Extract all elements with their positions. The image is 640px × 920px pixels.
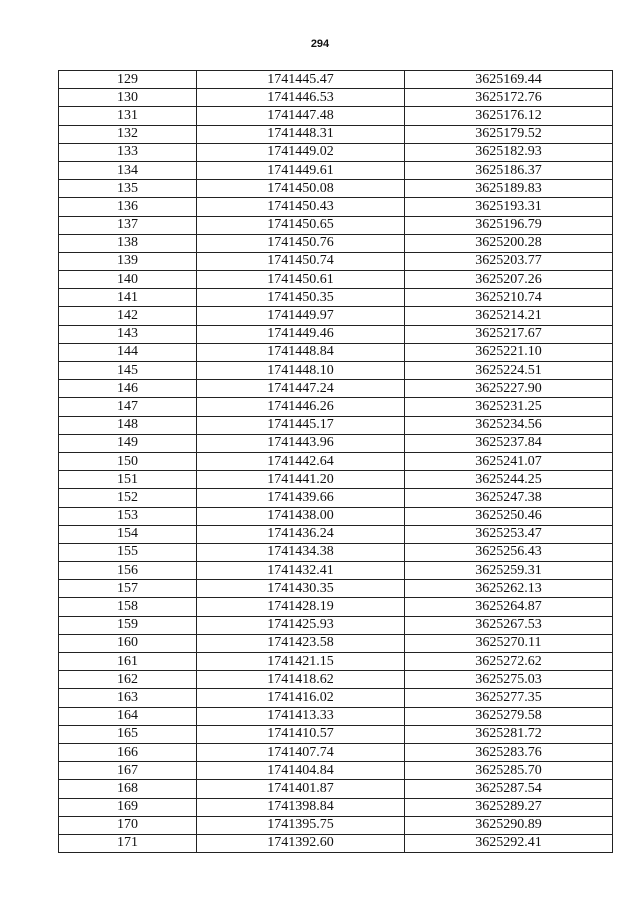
y-coordinate-cell: 3625203.77 bbox=[405, 252, 613, 270]
y-coordinate-cell: 3625200.28 bbox=[405, 234, 613, 252]
x-coordinate-cell: 1741447.24 bbox=[197, 380, 405, 398]
x-coordinate-cell: 1741446.26 bbox=[197, 398, 405, 416]
y-coordinate-cell: 3625186.37 bbox=[405, 161, 613, 179]
point-number-cell: 160 bbox=[59, 634, 197, 652]
table-row bbox=[59, 198, 613, 216]
y-coordinate-cell: 3625193.31 bbox=[405, 198, 613, 216]
point-number-cell: 154 bbox=[59, 525, 197, 543]
y-coordinate-cell: 3625182.93 bbox=[405, 143, 613, 161]
point-number-cell: 165 bbox=[59, 725, 197, 743]
point-number-cell: 163 bbox=[59, 689, 197, 707]
point-number-cell: 140 bbox=[59, 271, 197, 289]
table-row bbox=[59, 616, 613, 634]
table-row bbox=[59, 71, 613, 89]
point-number-cell: 133 bbox=[59, 143, 197, 161]
point-number-cell: 156 bbox=[59, 562, 197, 580]
y-coordinate-cell: 3625169.44 bbox=[405, 71, 613, 89]
table-row bbox=[59, 834, 613, 852]
point-number-cell: 164 bbox=[59, 707, 197, 725]
y-coordinate-cell: 3625196.79 bbox=[405, 216, 613, 234]
x-coordinate-cell: 1741410.57 bbox=[197, 725, 405, 743]
point-number-cell: 152 bbox=[59, 489, 197, 507]
table-row bbox=[59, 234, 613, 252]
x-coordinate-cell: 1741447.48 bbox=[197, 107, 405, 125]
table-row bbox=[59, 525, 613, 543]
x-coordinate-cell: 1741443.96 bbox=[197, 434, 405, 452]
table-row bbox=[59, 107, 613, 125]
y-coordinate-cell: 3625227.90 bbox=[405, 380, 613, 398]
table-row bbox=[59, 143, 613, 161]
point-number-cell: 162 bbox=[59, 671, 197, 689]
x-coordinate-cell: 1741438.00 bbox=[197, 507, 405, 525]
point-number-cell: 148 bbox=[59, 416, 197, 434]
point-number-cell: 143 bbox=[59, 325, 197, 343]
y-coordinate-cell: 3625277.35 bbox=[405, 689, 613, 707]
table-row bbox=[59, 434, 613, 452]
x-coordinate-cell: 1741404.84 bbox=[197, 762, 405, 780]
point-number-cell: 153 bbox=[59, 507, 197, 525]
point-number-cell: 134 bbox=[59, 161, 197, 179]
point-number-cell: 137 bbox=[59, 216, 197, 234]
y-coordinate-cell: 3625253.47 bbox=[405, 525, 613, 543]
table-row bbox=[59, 380, 613, 398]
point-number-cell: 131 bbox=[59, 107, 197, 125]
y-coordinate-cell: 3625207.26 bbox=[405, 271, 613, 289]
y-coordinate-cell: 3625231.25 bbox=[405, 398, 613, 416]
table-row bbox=[59, 89, 613, 107]
point-number-cell: 145 bbox=[59, 362, 197, 380]
y-coordinate-cell: 3625264.87 bbox=[405, 598, 613, 616]
page-number: 294 bbox=[310, 38, 330, 50]
table-row bbox=[59, 798, 613, 816]
table-row bbox=[59, 634, 613, 652]
y-coordinate-cell: 3625287.54 bbox=[405, 780, 613, 798]
y-coordinate-cell: 3625285.70 bbox=[405, 762, 613, 780]
table-row bbox=[59, 362, 613, 380]
y-coordinate-cell: 3625281.72 bbox=[405, 725, 613, 743]
x-coordinate-cell: 1741430.35 bbox=[197, 580, 405, 598]
x-coordinate-cell: 1741407.74 bbox=[197, 743, 405, 761]
x-coordinate-cell: 1741432.41 bbox=[197, 562, 405, 580]
x-coordinate-cell: 1741413.33 bbox=[197, 707, 405, 725]
point-number-cell: 135 bbox=[59, 180, 197, 198]
table-row bbox=[59, 598, 613, 616]
table-row bbox=[59, 307, 613, 325]
table-row bbox=[59, 780, 613, 798]
y-coordinate-cell: 3625210.74 bbox=[405, 289, 613, 307]
table-row bbox=[59, 416, 613, 434]
x-coordinate-cell: 1741446.53 bbox=[197, 89, 405, 107]
y-coordinate-cell: 3625244.25 bbox=[405, 471, 613, 489]
point-number-cell: 142 bbox=[59, 307, 197, 325]
point-number-cell: 136 bbox=[59, 198, 197, 216]
y-coordinate-cell: 3625234.56 bbox=[405, 416, 613, 434]
x-coordinate-cell: 1741392.60 bbox=[197, 834, 405, 852]
point-number-cell: 129 bbox=[59, 71, 197, 89]
x-coordinate-cell: 1741398.84 bbox=[197, 798, 405, 816]
x-coordinate-cell: 1741450.35 bbox=[197, 289, 405, 307]
table-row bbox=[59, 325, 613, 343]
x-coordinate-cell: 1741416.02 bbox=[197, 689, 405, 707]
table-row bbox=[59, 216, 613, 234]
y-coordinate-cell: 3625292.41 bbox=[405, 834, 613, 852]
x-coordinate-cell: 1741441.20 bbox=[197, 471, 405, 489]
x-coordinate-cell: 1741449.97 bbox=[197, 307, 405, 325]
table-row bbox=[59, 252, 613, 270]
table-row bbox=[59, 452, 613, 470]
table-row bbox=[59, 762, 613, 780]
x-coordinate-cell: 1741418.62 bbox=[197, 671, 405, 689]
table-row bbox=[59, 671, 613, 689]
point-number-cell: 144 bbox=[59, 343, 197, 361]
y-coordinate-cell: 3625176.12 bbox=[405, 107, 613, 125]
table-row bbox=[59, 689, 613, 707]
table-row bbox=[59, 271, 613, 289]
x-coordinate-cell: 1741421.15 bbox=[197, 653, 405, 671]
point-number-cell: 157 bbox=[59, 580, 197, 598]
y-coordinate-cell: 3625221.10 bbox=[405, 343, 613, 361]
y-coordinate-cell: 3625172.76 bbox=[405, 89, 613, 107]
table-row bbox=[59, 507, 613, 525]
table-row bbox=[59, 743, 613, 761]
y-coordinate-cell: 3625262.13 bbox=[405, 580, 613, 598]
point-number-cell: 149 bbox=[59, 434, 197, 452]
point-number-cell: 170 bbox=[59, 816, 197, 834]
point-number-cell: 155 bbox=[59, 543, 197, 561]
point-number-cell: 171 bbox=[59, 834, 197, 852]
point-number-cell: 169 bbox=[59, 798, 197, 816]
point-number-cell: 146 bbox=[59, 380, 197, 398]
y-coordinate-cell: 3625289.27 bbox=[405, 798, 613, 816]
point-number-cell: 150 bbox=[59, 452, 197, 470]
y-coordinate-cell: 3625279.58 bbox=[405, 707, 613, 725]
y-coordinate-cell: 3625241.07 bbox=[405, 452, 613, 470]
table-row bbox=[59, 125, 613, 143]
y-coordinate-cell: 3625237.84 bbox=[405, 434, 613, 452]
table-row bbox=[59, 289, 613, 307]
y-coordinate-cell: 3625250.46 bbox=[405, 507, 613, 525]
point-number-cell: 161 bbox=[59, 653, 197, 671]
x-coordinate-cell: 1741434.38 bbox=[197, 543, 405, 561]
y-coordinate-cell: 3625247.38 bbox=[405, 489, 613, 507]
x-coordinate-cell: 1741395.75 bbox=[197, 816, 405, 834]
table-row bbox=[59, 398, 613, 416]
x-coordinate-cell: 1741448.10 bbox=[197, 362, 405, 380]
y-coordinate-cell: 3625214.21 bbox=[405, 307, 613, 325]
x-coordinate-cell: 1741450.08 bbox=[197, 180, 405, 198]
table-row bbox=[59, 489, 613, 507]
x-coordinate-cell: 1741449.02 bbox=[197, 143, 405, 161]
x-coordinate-cell: 1741450.76 bbox=[197, 234, 405, 252]
table-row bbox=[59, 180, 613, 198]
y-coordinate-cell: 3625267.53 bbox=[405, 616, 613, 634]
point-number-cell: 159 bbox=[59, 616, 197, 634]
x-coordinate-cell: 1741448.31 bbox=[197, 125, 405, 143]
coordinate-table-body bbox=[59, 71, 613, 853]
table-row bbox=[59, 543, 613, 561]
x-coordinate-cell: 1741425.93 bbox=[197, 616, 405, 634]
point-number-cell: 168 bbox=[59, 780, 197, 798]
x-coordinate-cell: 1741450.74 bbox=[197, 252, 405, 270]
table-row bbox=[59, 816, 613, 834]
x-coordinate-cell: 1741450.43 bbox=[197, 198, 405, 216]
coordinate-table bbox=[58, 70, 613, 853]
x-coordinate-cell: 1741428.19 bbox=[197, 598, 405, 616]
x-coordinate-cell: 1741445.47 bbox=[197, 71, 405, 89]
y-coordinate-cell: 3625270.11 bbox=[405, 634, 613, 652]
table-row bbox=[59, 343, 613, 361]
point-number-cell: 166 bbox=[59, 743, 197, 761]
table-row bbox=[59, 471, 613, 489]
table-row bbox=[59, 161, 613, 179]
point-number-cell: 141 bbox=[59, 289, 197, 307]
table-row bbox=[59, 562, 613, 580]
x-coordinate-cell: 1741448.84 bbox=[197, 343, 405, 361]
y-coordinate-cell: 3625259.31 bbox=[405, 562, 613, 580]
x-coordinate-cell: 1741439.66 bbox=[197, 489, 405, 507]
x-coordinate-cell: 1741449.46 bbox=[197, 325, 405, 343]
table-row bbox=[59, 707, 613, 725]
point-number-cell: 151 bbox=[59, 471, 197, 489]
y-coordinate-cell: 3625256.43 bbox=[405, 543, 613, 561]
table-row bbox=[59, 653, 613, 671]
y-coordinate-cell: 3625179.52 bbox=[405, 125, 613, 143]
table-row bbox=[59, 580, 613, 598]
x-coordinate-cell: 1741450.65 bbox=[197, 216, 405, 234]
point-number-cell: 138 bbox=[59, 234, 197, 252]
y-coordinate-cell: 3625224.51 bbox=[405, 362, 613, 380]
point-number-cell: 158 bbox=[59, 598, 197, 616]
x-coordinate-cell: 1741445.17 bbox=[197, 416, 405, 434]
x-coordinate-cell: 1741450.61 bbox=[197, 271, 405, 289]
y-coordinate-cell: 3625189.83 bbox=[405, 180, 613, 198]
table-row bbox=[59, 725, 613, 743]
y-coordinate-cell: 3625290.89 bbox=[405, 816, 613, 834]
point-number-cell: 139 bbox=[59, 252, 197, 270]
point-number-cell: 167 bbox=[59, 762, 197, 780]
x-coordinate-cell: 1741423.58 bbox=[197, 634, 405, 652]
x-coordinate-cell: 1741449.61 bbox=[197, 161, 405, 179]
point-number-cell: 147 bbox=[59, 398, 197, 416]
point-number-cell: 132 bbox=[59, 125, 197, 143]
x-coordinate-cell: 1741401.87 bbox=[197, 780, 405, 798]
point-number-cell: 130 bbox=[59, 89, 197, 107]
y-coordinate-cell: 3625283.76 bbox=[405, 743, 613, 761]
y-coordinate-cell: 3625272.62 bbox=[405, 653, 613, 671]
y-coordinate-cell: 3625275.03 bbox=[405, 671, 613, 689]
x-coordinate-cell: 1741442.64 bbox=[197, 452, 405, 470]
y-coordinate-cell: 3625217.67 bbox=[405, 325, 613, 343]
x-coordinate-cell: 1741436.24 bbox=[197, 525, 405, 543]
